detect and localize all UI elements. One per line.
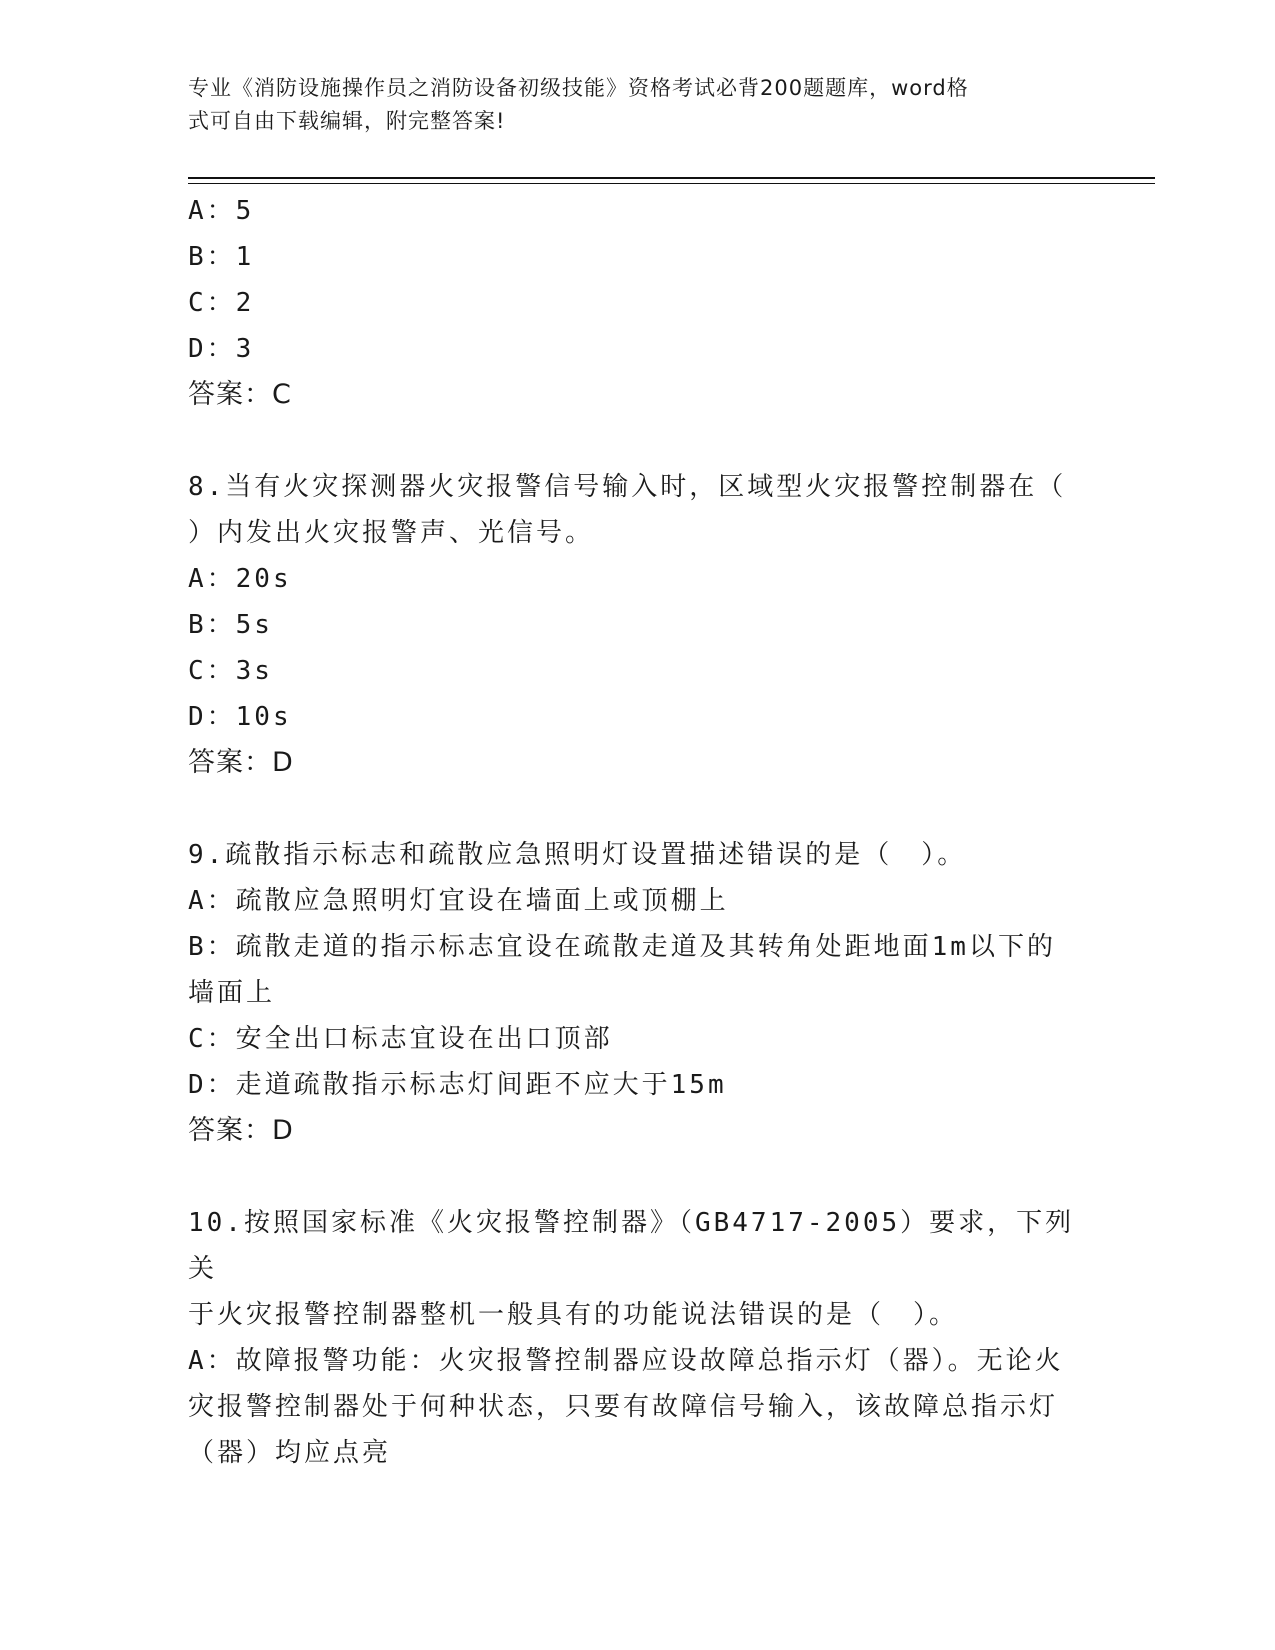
answer-label: 答案：D <box>188 747 294 778</box>
answer-label: 答案：C <box>188 379 292 410</box>
option-c: C：安全出口标志宜设在出口顶部 <box>188 1024 613 1054</box>
option-d: D：10s <box>188 702 292 732</box>
question-8-stem-line-1: 8.当有火灾探测器火灾报警信号输入时，区域型火灾报警控制器在（ <box>188 472 1067 502</box>
option-c: C：3s <box>188 656 273 686</box>
option-a-line-2: 灾报警控制器处于何种状态，只要有故障信号输入，该故障总指示灯 <box>188 1392 1059 1422</box>
question-8-stem-line-2: ）内发出火灾报警声、光信号。 <box>188 518 595 548</box>
option-a: A：20s <box>188 564 292 594</box>
document-header <box>188 72 1068 138</box>
option-b-line-2: 墙面上 <box>188 978 276 1008</box>
question-9-stem: 9.疏散指示标志和疏散应急照明灯设置描述错误的是（ ）。 <box>188 840 967 870</box>
answer-label: 答案：D <box>188 1115 294 1146</box>
prev-question-block <box>188 188 1078 418</box>
header-line-2: 式可自由下载编辑，附完整答案! <box>188 109 506 133</box>
option-a-line-1: A：故障报警功能：火灾报警控制器应设故障总指示灯（器）。无论火 <box>188 1346 1064 1376</box>
question-10-stem-line-2: 于火灾报警控制器整机一般具有的功能说法错误的是（ ）。 <box>188 1300 959 1330</box>
question-9-block <box>188 832 1078 1154</box>
option-d: D：走道疏散指示标志灯间距不应大于15m <box>188 1070 727 1100</box>
option-a: A：5 <box>188 196 255 226</box>
question-8-block <box>188 464 1078 786</box>
option-b-line-1: B：疏散走道的指示标志宜设在疏散走道及其转角处距地面1m以下的 <box>188 932 1056 962</box>
option-c: C：2 <box>188 288 255 318</box>
option-a-line-3: （器）均应点亮 <box>188 1438 392 1468</box>
header-divider-thick <box>188 177 1155 179</box>
header-line-1: 专业《消防设施操作员之消防设备初级技能》资格考试必背200题题库，word格 <box>188 76 969 100</box>
option-b: B：1 <box>188 242 255 272</box>
option-a: A：疏散应急照明灯宜设在墙面上或顶棚上 <box>188 886 729 916</box>
option-b: B：5s <box>188 610 273 640</box>
option-d: D：3 <box>188 334 255 364</box>
question-gap <box>188 786 1078 832</box>
question-content <box>188 188 1078 1476</box>
question-10-block <box>188 1200 1078 1476</box>
question-gap <box>188 1154 1078 1200</box>
question-gap <box>188 418 1078 464</box>
header-divider-thin <box>188 183 1155 184</box>
question-10-stem-line-1: 10.按照国家标准《火灾报警控制器》（GB4717-2005）要求，下列关 <box>188 1208 1075 1284</box>
